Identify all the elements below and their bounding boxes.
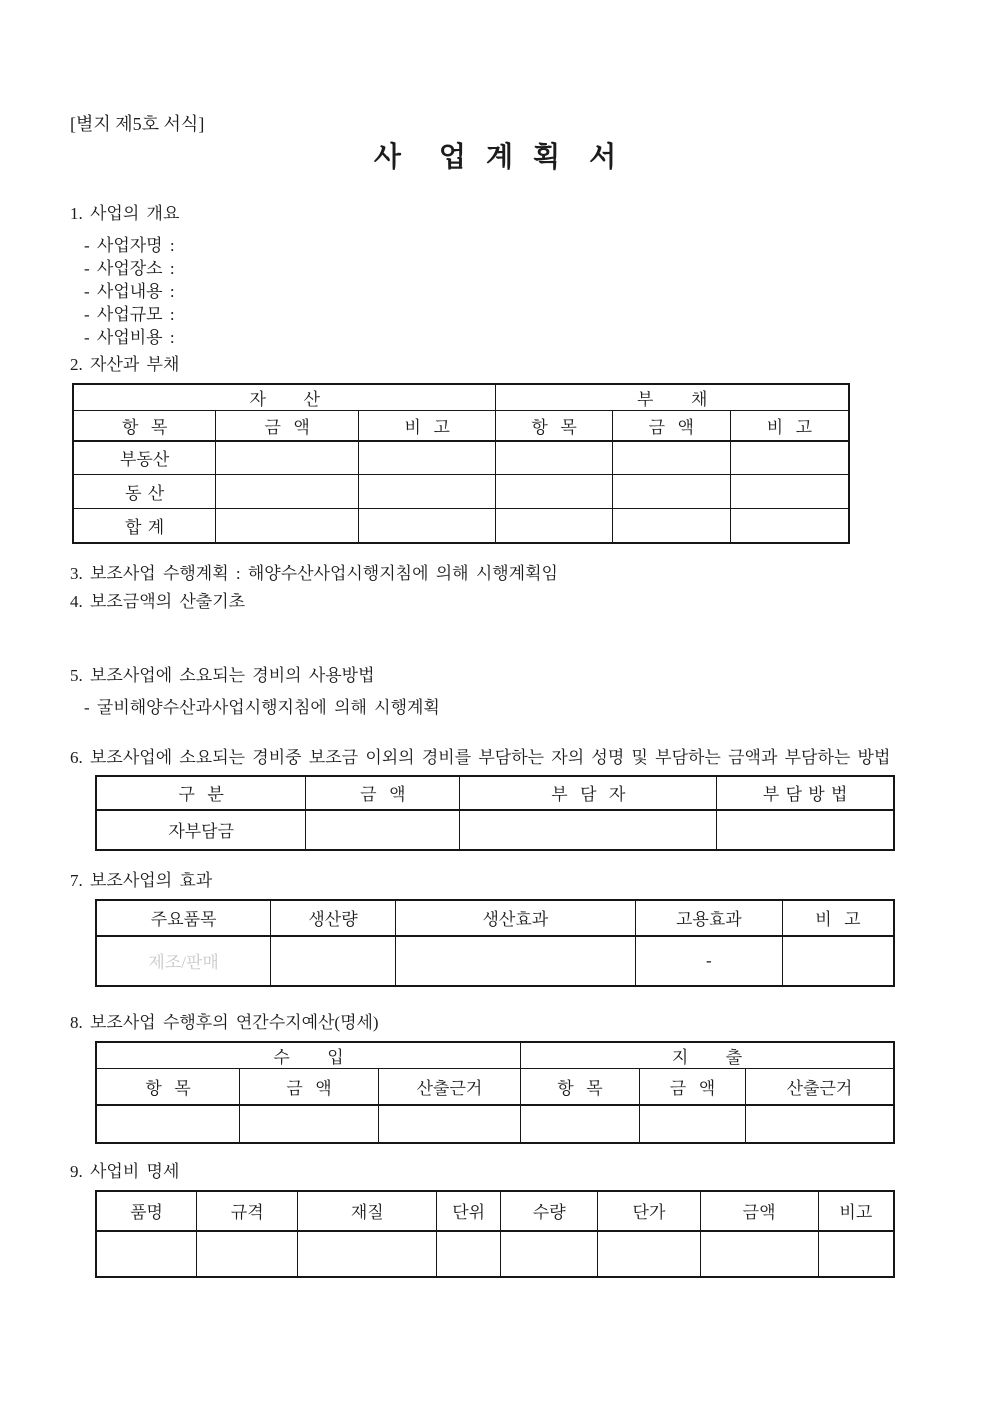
section-9-heading: 9. 사업비 명세 (70, 1161, 180, 1181)
section-1-heading: 1. 사업의 개요 (70, 204, 180, 223)
empty-cell (612, 441, 730, 475)
column-header-amount: 금 액 (240, 1069, 379, 1105)
empty-cell (598, 1231, 700, 1277)
column-header-amount: 금 액 (306, 776, 460, 810)
project-cost-detail-table (95, 1190, 895, 1278)
column-header-amount: 금 액 (612, 411, 730, 441)
page-title: 사 업 계 획 서 (373, 142, 619, 173)
empty-cell (639, 1105, 745, 1143)
empty-cell (240, 1105, 379, 1143)
empty-cell (496, 441, 612, 475)
column-header-note: 비 고 (359, 411, 496, 441)
empty-cell (818, 1231, 894, 1277)
empty-cell (197, 1231, 298, 1277)
column-header-category: 구 분 (96, 776, 306, 810)
section-2-heading: 2. 자산과 부채 (70, 355, 180, 374)
section-6-heading: 6. 보조사업에 소요되는 경비중 보조금 이외의 경비를 부담하는 자의 성명 및 부담하는 금액과 부담하는 방법 (70, 747, 891, 767)
employment-effect-value: - (635, 936, 782, 986)
column-header-item: 항 목 (496, 411, 612, 441)
empty-cell (730, 509, 849, 543)
empty-cell (216, 441, 359, 475)
assets-liabilities-table (72, 383, 850, 544)
group-header-liabilities: 부 채 (496, 384, 849, 411)
column-header-note: 비고 (818, 1191, 894, 1231)
column-header-employment-effect: 고용효과 (635, 900, 782, 936)
column-header-note: 비 고 (782, 900, 894, 936)
column-header-production-effect: 생산효과 (395, 900, 635, 936)
empty-cell (359, 509, 496, 543)
annual-budget-table (95, 1041, 895, 1144)
empty-cell (730, 475, 849, 509)
empty-cell (612, 509, 730, 543)
overview-list (84, 234, 922, 349)
project-effect-table (95, 899, 895, 987)
group-header-income: 수 입 (96, 1042, 521, 1069)
empty-cell (521, 1105, 640, 1143)
row-label-manufacture-sales: 제조/판매 (96, 936, 271, 986)
empty-cell (496, 475, 612, 509)
empty-cell (437, 1231, 501, 1277)
row-label-total: 합 계 (73, 509, 216, 543)
column-header-item: 항 목 (96, 1069, 240, 1105)
empty-cell (96, 1231, 197, 1277)
section-7-heading: 7. 보조사업의 효과 (70, 870, 213, 890)
column-header-burden-method: 부 담 방 법 (717, 776, 894, 810)
row-label-self-burden: 자부담금 (96, 810, 306, 850)
form-label: [별지 제5호 서식] (70, 114, 205, 134)
row-label-movable-assets: 동 산 (73, 475, 216, 509)
section-5-subitem: - 굴비해양수산과사업시행지침에 의해 시행계획 (84, 697, 440, 717)
column-header-item: 항 목 (73, 411, 216, 441)
column-header-calc-basis: 산출근거 (746, 1069, 894, 1105)
column-header-amount: 금 액 (216, 411, 359, 441)
empty-cell (378, 1105, 520, 1143)
empty-cell (298, 1231, 437, 1277)
column-header-amount: 금 액 (639, 1069, 745, 1105)
empty-cell (717, 810, 894, 850)
overview-item-scale: - 사업규모 : (84, 305, 175, 324)
overview-item-location: - 사업장소 : (84, 259, 175, 278)
empty-cell (496, 509, 612, 543)
section-8-heading: 8. 보조사업 수행후의 연간수지예산(명세) (70, 1012, 379, 1032)
section-3-heading: 3. 보조사업 수행계획 : 해양수산사업시행지침에 의해 시행계획임 (70, 563, 558, 583)
section-5-heading: 5. 보조사업에 소요되는 경비의 사용방법 (70, 665, 375, 685)
column-header-production-volume: 생산량 (271, 900, 395, 936)
column-header-product-name: 품명 (96, 1191, 197, 1231)
empty-cell (730, 441, 849, 475)
column-header-calc-basis: 산출근거 (378, 1069, 520, 1105)
empty-cell (501, 1231, 598, 1277)
column-header-burden-bearer: 부 담 자 (460, 776, 717, 810)
overview-item-content: - 사업내용 : (84, 282, 175, 301)
column-header-item: 항 목 (521, 1069, 640, 1105)
group-header-assets: 자 산 (73, 384, 496, 411)
empty-cell (96, 1105, 240, 1143)
empty-cell (359, 441, 496, 475)
empty-cell (306, 810, 460, 850)
empty-cell (746, 1105, 894, 1143)
empty-cell (359, 475, 496, 509)
empty-cell (782, 936, 894, 986)
empty-cell (216, 509, 359, 543)
empty-cell (460, 810, 717, 850)
empty-cell (700, 1231, 818, 1277)
cost-burden-table (95, 775, 895, 851)
column-header-unit-price: 단가 (598, 1191, 700, 1231)
column-header-amount: 금액 (700, 1191, 818, 1231)
overview-item-cost: - 사업비용 : (84, 328, 175, 347)
column-header-main-item: 주요품목 (96, 900, 271, 936)
empty-cell (395, 936, 635, 986)
empty-cell (612, 475, 730, 509)
column-header-material: 재질 (298, 1191, 437, 1231)
column-header-spec: 규격 (197, 1191, 298, 1231)
group-header-expenditure: 지 출 (521, 1042, 895, 1069)
overview-item-business-name: - 사업자명 : (84, 236, 175, 255)
section-4-heading: 4. 보조금액의 산출기초 (70, 591, 246, 611)
column-header-note: 비 고 (730, 411, 849, 441)
empty-cell (216, 475, 359, 509)
column-header-quantity: 수량 (501, 1191, 598, 1231)
empty-cell (271, 936, 395, 986)
row-label-real-estate: 부동산 (73, 441, 216, 475)
column-header-unit: 단위 (437, 1191, 501, 1231)
